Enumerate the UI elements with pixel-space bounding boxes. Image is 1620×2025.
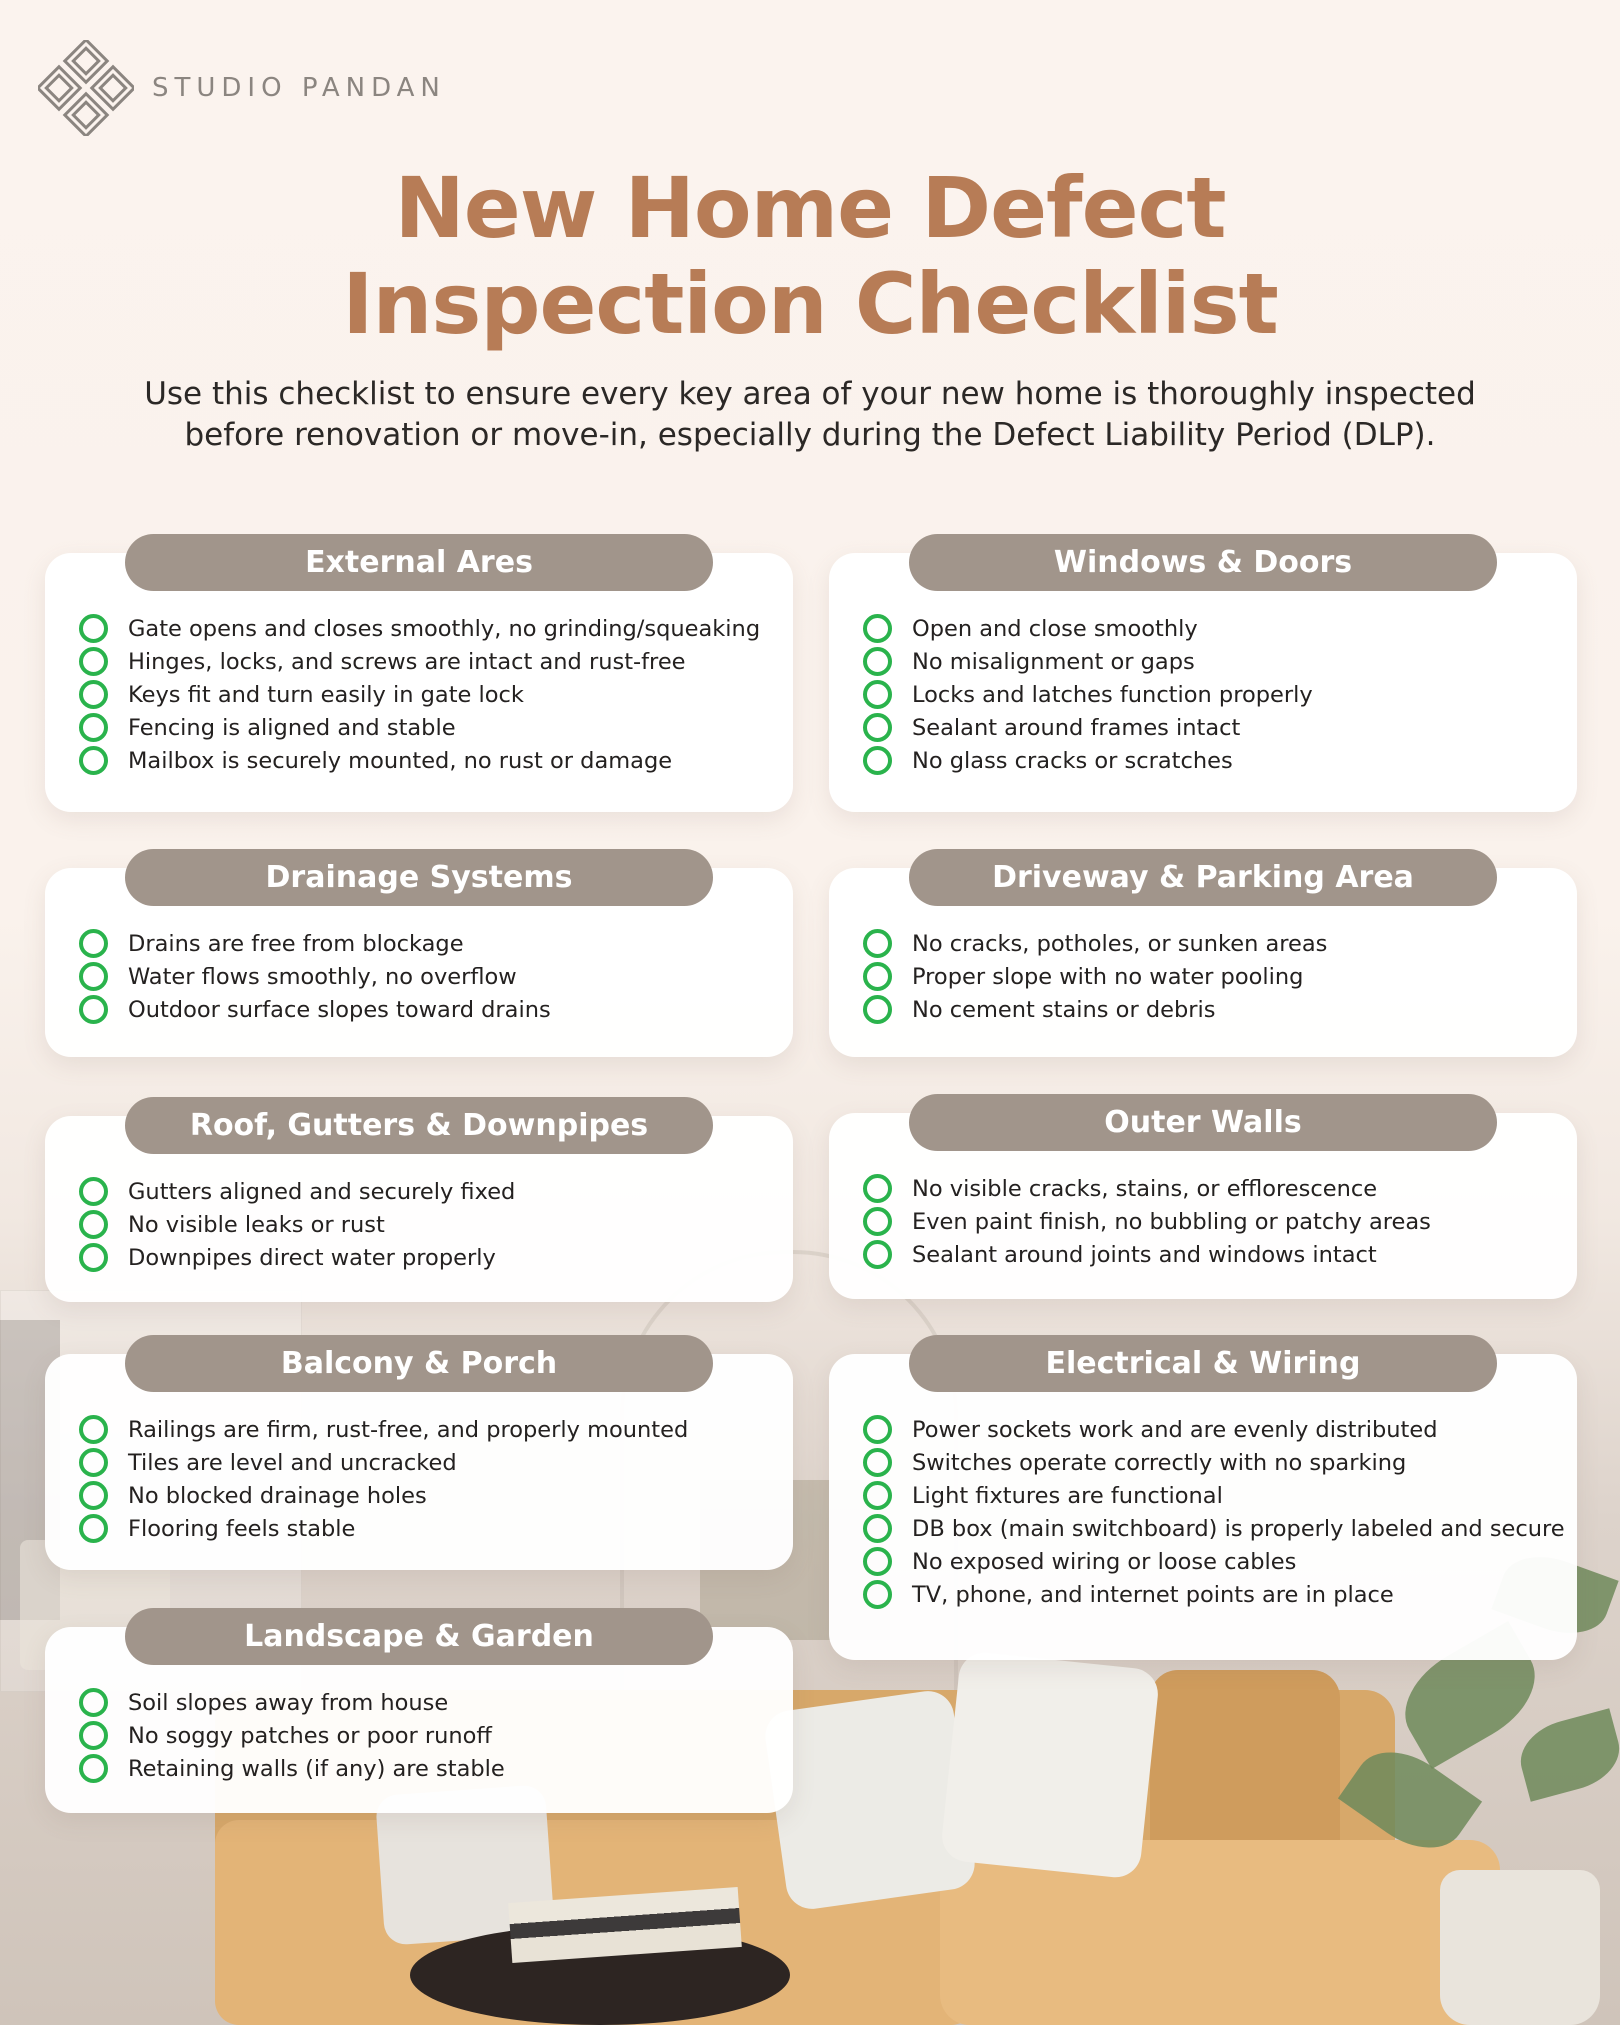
section-card-external-ares [45, 534, 793, 812]
checkbox-circle-icon[interactable] [79, 1721, 108, 1750]
checkbox-circle-icon[interactable] [79, 614, 108, 643]
brand-name: STUDIO PANDAN [152, 73, 446, 103]
checkbox-circle-icon[interactable] [79, 680, 108, 709]
subtitle-line-1: Use this checklist to ensure every key area of your new home is thoroughly inspected [144, 376, 1476, 412]
checklist-item-text: No visible leaks or rust [128, 1211, 385, 1238]
section-card-windows-and-doors [829, 534, 1577, 812]
section-title: Drainage Systems [125, 849, 713, 906]
section-title: Balcony & Porch [125, 1335, 713, 1392]
subtitle-line-2: before renovation or move-in, especially during the Defect Liability Period (DLP). [184, 417, 1436, 453]
checklist-item [79, 1208, 783, 1241]
checklist [863, 612, 1567, 777]
checklist [863, 927, 1567, 1026]
checklist-item [79, 1413, 783, 1446]
checklist-item [863, 1413, 1567, 1446]
checklist-item [863, 645, 1567, 678]
checklist [863, 1413, 1567, 1611]
checklist-item-text: DB box (main switchboard) is properly labeled and secure [912, 1515, 1565, 1542]
checklist [863, 1172, 1567, 1271]
checklist-item-text: Water flows smoothly, no overflow [128, 963, 517, 990]
checklist-item-text: Fencing is aligned and stable [128, 714, 456, 741]
checklist-item [863, 1238, 1567, 1271]
checkbox-circle-icon[interactable] [863, 614, 892, 643]
checkbox-circle-icon[interactable] [863, 1580, 892, 1609]
checklist-item-text: No cement stains or debris [912, 996, 1216, 1023]
checklist-item [79, 1752, 783, 1785]
checkbox-circle-icon[interactable] [863, 1207, 892, 1236]
checkbox-circle-icon[interactable] [79, 995, 108, 1024]
checklist-item-text: Gutters aligned and securely fixed [128, 1178, 516, 1205]
checklist-item [863, 1205, 1567, 1238]
checklist-item [79, 711, 783, 744]
checkbox-circle-icon[interactable] [863, 746, 892, 775]
checklist-item [79, 645, 783, 678]
checklist-item-text: Flooring feels stable [128, 1515, 356, 1542]
section-card-roof-gutters-and-downpipes [45, 1097, 793, 1302]
checklist-item [863, 1512, 1567, 1545]
diamond-knot-logo-icon [38, 40, 134, 136]
checkbox-circle-icon[interactable] [863, 1547, 892, 1576]
checklist-item-text: Retaining walls (if any) are stable [128, 1755, 505, 1782]
checkbox-circle-icon[interactable] [863, 1240, 892, 1269]
section-card-driveway-and-parking-area [829, 849, 1577, 1057]
checklist-item [863, 678, 1567, 711]
checklist-item-text: Light fixtures are functional [912, 1482, 1223, 1509]
checklist-item-text: Tiles are level and uncracked [128, 1449, 457, 1476]
checklist-item-text: No exposed wiring or loose cables [912, 1548, 1297, 1575]
checklist [79, 612, 783, 777]
checklist [79, 927, 783, 1026]
checklist-item [863, 993, 1567, 1026]
title-line-1: New Home Defect [394, 159, 1226, 257]
checklist-item [79, 927, 783, 960]
checklist-item-text: Railings are firm, rust-free, and properly mounted [128, 1416, 689, 1443]
checklist-item-text: Sealant around frames intact [912, 714, 1241, 741]
checklist-item-text: Proper slope with no water pooling [912, 963, 1304, 990]
checkbox-circle-icon[interactable] [863, 680, 892, 709]
checkbox-circle-icon[interactable] [79, 929, 108, 958]
checklist-item-text: Power sockets work and are evenly distributed [912, 1416, 1438, 1443]
checklist-item-text: No cracks, potholes, or sunken areas [912, 930, 1328, 957]
checklist-item-text: Locks and latches function properly [912, 681, 1313, 708]
checklist-item [79, 1241, 783, 1274]
checklist-item [79, 744, 783, 777]
section-card-outer-walls [829, 1094, 1577, 1299]
checklist-item [863, 927, 1567, 960]
checklist-item [863, 711, 1567, 744]
checklist [79, 1175, 783, 1274]
checkbox-circle-icon[interactable] [863, 1415, 892, 1444]
checklist-item-text: Mailbox is securely mounted, no rust or damage [128, 747, 673, 774]
checkbox-circle-icon[interactable] [79, 962, 108, 991]
page-subtitle [110, 374, 1510, 456]
checkbox-circle-icon[interactable] [79, 1415, 108, 1444]
checklist-item-text: Soil slopes away from house [128, 1689, 449, 1716]
checkbox-circle-icon[interactable] [863, 1174, 892, 1203]
checkbox-circle-icon[interactable] [863, 929, 892, 958]
title-line-2: Inspection Checklist [342, 255, 1278, 353]
checklist-item [863, 1446, 1567, 1479]
checklist-item [79, 1512, 783, 1545]
checklist-item [863, 612, 1567, 645]
checkbox-circle-icon[interactable] [863, 962, 892, 991]
checklist-item-text: TV, phone, and internet points are in place [912, 1581, 1394, 1608]
checklist-item-text: Gate opens and closes smoothly, no grinding/squeaking [128, 615, 761, 642]
checklist-item-text: No visible cracks, stains, or efflorescence [912, 1175, 1378, 1202]
section-title: Windows & Doors [909, 534, 1497, 591]
checkbox-circle-icon[interactable] [79, 1177, 108, 1206]
checkbox-circle-icon[interactable] [863, 995, 892, 1024]
page-title [0, 160, 1620, 352]
checklist-item-text: Open and close smoothly [912, 615, 1198, 642]
checkbox-circle-icon[interactable] [79, 647, 108, 676]
checkbox-circle-icon[interactable] [79, 1210, 108, 1239]
checklist-item [79, 1686, 783, 1719]
checklist-item [79, 612, 783, 645]
checklist-item [79, 1479, 783, 1512]
checklist-item [79, 1175, 783, 1208]
section-title: Outer Walls [909, 1094, 1497, 1151]
checklist-item [863, 1172, 1567, 1205]
checklist-item [863, 960, 1567, 993]
section-title: Landscape & Garden [125, 1608, 713, 1665]
brand [38, 40, 446, 136]
checkbox-circle-icon[interactable] [79, 746, 108, 775]
checklist-item-text: Hinges, locks, and screws are intact and rust-free [128, 648, 686, 675]
checkbox-circle-icon[interactable] [79, 1754, 108, 1783]
checkbox-circle-icon[interactable] [79, 713, 108, 742]
section-title: Electrical & Wiring [909, 1335, 1497, 1392]
checkbox-circle-icon[interactable] [79, 1243, 108, 1272]
checklist-item-text: Switches operate correctly with no sparking [912, 1449, 1407, 1476]
section-card-balcony-and-porch [45, 1335, 793, 1570]
checkbox-circle-icon[interactable] [79, 1688, 108, 1717]
section-card-electrical-and-wiring [829, 1335, 1577, 1660]
checklist-item [79, 1446, 783, 1479]
checklist [79, 1686, 783, 1785]
checkbox-circle-icon[interactable] [863, 647, 892, 676]
checkbox-circle-icon[interactable] [79, 1481, 108, 1510]
checkbox-circle-icon[interactable] [79, 1448, 108, 1477]
checklist-item [79, 960, 783, 993]
checklist-item [863, 1479, 1567, 1512]
section-title: External Ares [125, 534, 713, 591]
checklist-item-text: Sealant around joints and windows intact [912, 1241, 1377, 1268]
section-card-landscape-and-garden [45, 1608, 793, 1813]
checklist-item [79, 678, 783, 711]
checklist-item-text: No glass cracks or scratches [912, 747, 1233, 774]
checklist-item-text: Outdoor surface slopes toward drains [128, 996, 551, 1023]
checklist-item [79, 993, 783, 1026]
section-title: Driveway & Parking Area [909, 849, 1497, 906]
checkbox-circle-icon[interactable] [863, 1481, 892, 1510]
checkbox-circle-icon[interactable] [863, 1448, 892, 1477]
section-card-drainage-systems [45, 849, 793, 1057]
section-title: Roof, Gutters & Downpipes [125, 1097, 713, 1154]
checklist [79, 1413, 783, 1545]
checklist-item-text: Even paint finish, no bubbling or patchy areas [912, 1208, 1431, 1235]
checklist-item [863, 744, 1567, 777]
checklist-item-text: Drains are free from blockage [128, 930, 464, 957]
checkbox-circle-icon[interactable] [79, 1514, 108, 1543]
checklist-item [863, 1545, 1567, 1578]
checklist-item-text: No misalignment or gaps [912, 648, 1195, 675]
checklist-item-text: No blocked drainage holes [128, 1482, 427, 1509]
checkbox-circle-icon[interactable] [863, 1514, 892, 1543]
checkbox-circle-icon[interactable] [863, 713, 892, 742]
checklist-item-text: No soggy patches or poor runoff [128, 1722, 492, 1749]
checklist-item [863, 1578, 1567, 1611]
checklist-item [79, 1719, 783, 1752]
checklist-item-text: Downpipes direct water properly [128, 1244, 496, 1271]
checklist-item-text: Keys fit and turn easily in gate lock [128, 681, 524, 708]
